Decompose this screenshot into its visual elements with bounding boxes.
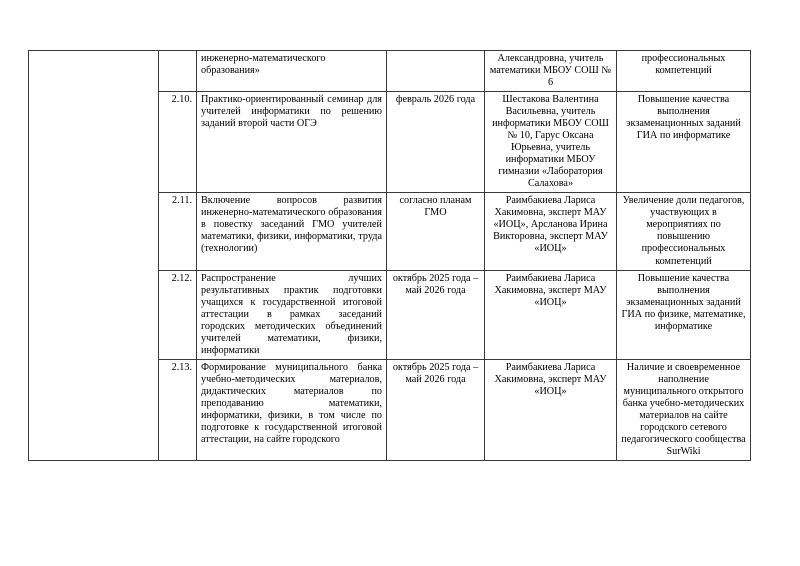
table-cell-spacer: [29, 51, 159, 461]
table-body: [29, 51, 751, 461]
table-cell-responsible: Раимбакиева Лариса Хакимовна, эксперт МАУ «ИОЦ»: [485, 359, 617, 460]
table-cell-date: октябрь 2025 года – май 2026 года: [387, 359, 485, 460]
table-cell-description: Распространение лучших результативных практик подготовки учащихся к государственной итоговой аттестации в рамках заседаний городских методических объединений учителей математики, физики, информатики: [197, 270, 387, 359]
table-cell-responsible: Раимбакиева Лариса Хакимовна, эксперт МАУ «ИОЦ»: [485, 270, 617, 359]
table-cell-description: Включение вопросов развития инженерно-математического образования в повестку заседаний ГМО учителей математики, физики, информатики, труда (технологии): [197, 193, 387, 270]
table-cell-responsible: Александровна, учитель математики МБОУ СОШ № 6: [485, 51, 617, 92]
table-cell-date: октябрь 2025 года – май 2026 года: [387, 270, 485, 359]
table-cell-result: Увеличение доли педагогов, участвующих в мероприятиях по повышению профессиональных компетенций: [617, 193, 751, 270]
table-cell-result: Повышение качества выполнения экзаменационных заданий ГИА по физике, математике, информатике: [617, 270, 751, 359]
table-cell-number: [159, 51, 197, 92]
table-cell-date: [387, 51, 485, 92]
table-cell-responsible: Раимбакиева Лариса Хакимовна, эксперт МАУ «ИОЦ», Арсланова Ирина Викторовна, эксперт МАУ «ИОЦ»: [485, 193, 617, 270]
activity-plan-table: [28, 50, 751, 461]
table-cell-description: инженерно-математического образования»: [197, 51, 387, 92]
table-cell-description: Практико-ориентированный семинар для учителей информатики по решению заданий второй части ОГЭ: [197, 92, 387, 193]
table-cell-number: 2.10.: [159, 92, 197, 193]
table-cell-result: Наличие и своевременное наполнение муниципального открытого банка учебно-методических материалов на сайте городского сетевого педагогического сообщества SurWiki: [617, 359, 751, 460]
table-cell-responsible: Шестакова Валентина Васильевна, учитель информатики МБОУ СОШ № 10, Гарус Оксана Юрьевна, учитель информатики МБОУ гимназии «Лаборатория Салахова»: [485, 92, 617, 193]
table-cell-date: согласно планам ГМО: [387, 193, 485, 270]
table-cell-number: 2.11.: [159, 193, 197, 270]
table-cell-date: февраль 2026 года: [387, 92, 485, 193]
table-cell-number: 2.13.: [159, 359, 197, 460]
table-cell-description: Формирование муниципального банка учебно-методических материалов, дидактических материалов по преподаванию математики, информатики, физики, в том числе по подготовке к государственной итоговой аттестации, на сайте городского: [197, 359, 387, 460]
table-row: [29, 51, 751, 92]
table-cell-number: 2.12.: [159, 270, 197, 359]
table-cell-result: профессиональных компетенций: [617, 51, 751, 92]
table-cell-result: Повышение качества выполнения экзаменационных заданий ГИА по информатике: [617, 92, 751, 193]
